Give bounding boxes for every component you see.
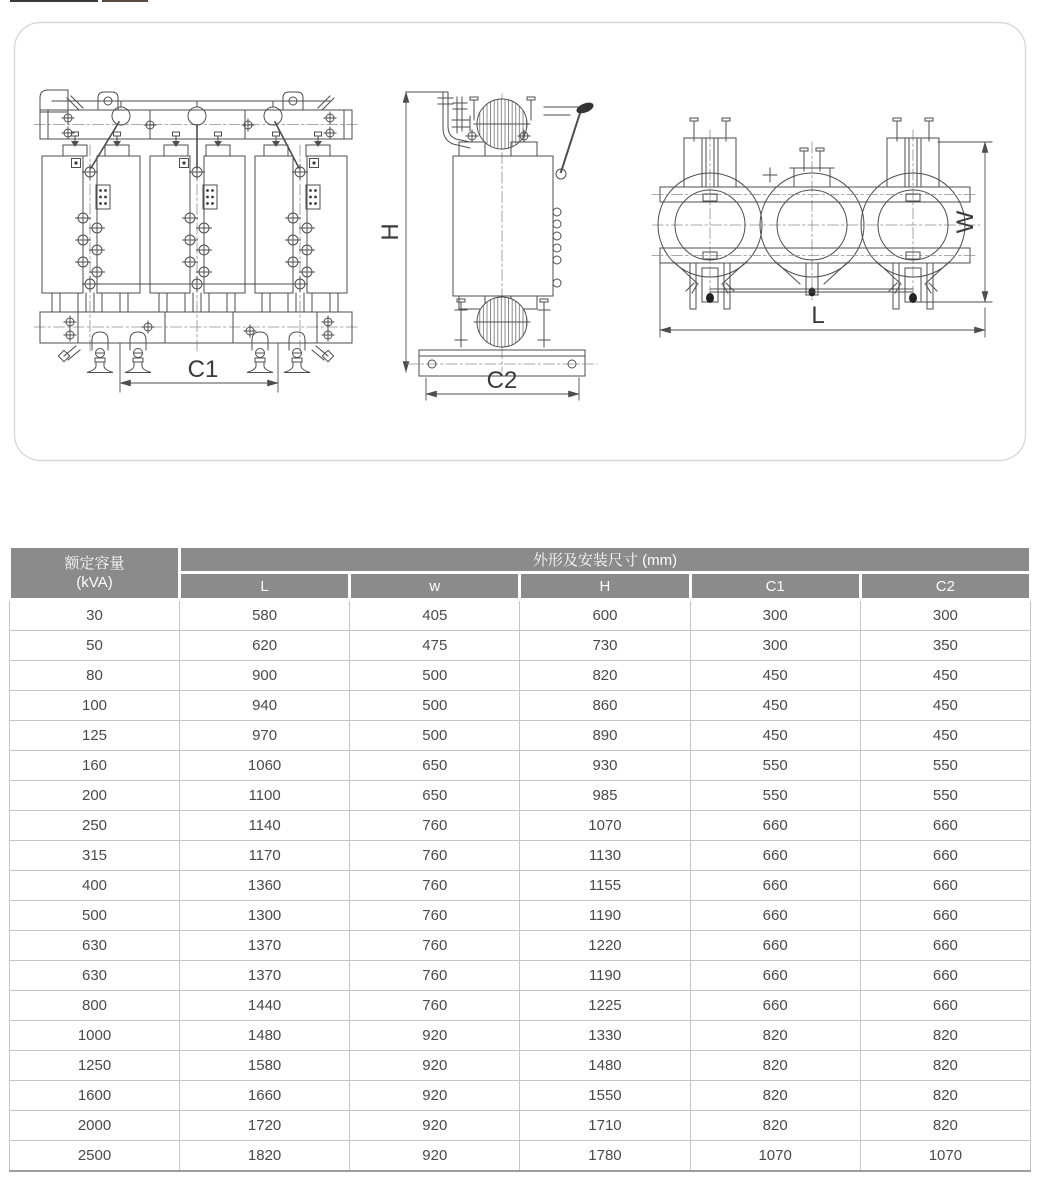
dimension-cell: 1220	[520, 931, 690, 961]
capacity-cell: 315	[10, 841, 180, 871]
dimension-cell: 660	[690, 871, 860, 901]
capacity-header	[10, 547, 180, 600]
dimension-cell: 1070	[860, 1141, 1030, 1172]
dimension-cell: 820	[860, 1111, 1030, 1141]
dimension-cell: 1330	[520, 1021, 690, 1051]
dimension-cell: 1190	[520, 961, 690, 991]
dimension-cell: 350	[860, 631, 1030, 661]
dim-label-c1: C1	[187, 356, 219, 383]
dimension-cell: 660	[860, 811, 1030, 841]
capacity-cell: 125	[10, 721, 180, 751]
dimension-cell: 970	[180, 721, 350, 751]
dimension-cell: 1130	[520, 841, 690, 871]
dimension-cell: 500	[350, 691, 520, 721]
dimension-cell: 450	[690, 691, 860, 721]
dimension-cell: 1480	[180, 1021, 350, 1051]
table-row	[10, 1111, 1031, 1141]
dimension-cell: 660	[690, 961, 860, 991]
dimension-cell: 660	[860, 841, 1030, 871]
dimension-cell: 650	[350, 781, 520, 811]
capacity-cell: 2000	[10, 1111, 180, 1141]
dimension-cell: 1660	[180, 1081, 350, 1111]
dimension-cell: 940	[180, 691, 350, 721]
capacity-cell: 630	[10, 931, 180, 961]
dimension-cell: 1480	[520, 1051, 690, 1081]
dimension-cell: 1100	[180, 781, 350, 811]
dimension-cell: 300	[860, 600, 1030, 631]
dimension-cell: 760	[350, 871, 520, 901]
dimension-cell: 450	[860, 661, 1030, 691]
dimension-cell: 450	[690, 721, 860, 751]
dimension-cell: 760	[350, 991, 520, 1021]
capacity-cell: 1000	[10, 1021, 180, 1051]
dimension-cell: 600	[520, 600, 690, 631]
dimension-cell: 1710	[520, 1111, 690, 1141]
table-row	[10, 661, 1031, 691]
drawing-panel-border	[15, 23, 1026, 461]
dimension-cell: 660	[860, 871, 1030, 901]
table-row	[10, 751, 1031, 781]
dimension-cell: 1780	[520, 1141, 690, 1172]
capacity-cell: 160	[10, 751, 180, 781]
dimension-cell: 550	[860, 751, 1030, 781]
table-row	[10, 1021, 1031, 1051]
table-row	[10, 811, 1031, 841]
table-row	[10, 721, 1031, 751]
dimension-cell: 985	[520, 781, 690, 811]
table-row	[10, 1081, 1031, 1111]
table-row	[10, 901, 1031, 931]
dimension-cell: 580	[180, 600, 350, 631]
column-header-h: H	[520, 573, 690, 600]
dimension-cell: 820	[860, 1051, 1030, 1081]
dimension-cell: 1360	[180, 871, 350, 901]
dimension-cell: 1300	[180, 901, 350, 931]
dim-label-c2: C2	[486, 367, 518, 394]
capacity-cell: 200	[10, 781, 180, 811]
dimension-cell: 820	[690, 1051, 860, 1081]
dimension-cell: 660	[690, 841, 860, 871]
table-row	[10, 1141, 1031, 1172]
table-body	[10, 600, 1031, 1172]
capacity-cell: 30	[10, 600, 180, 631]
dimension-cell: 660	[690, 811, 860, 841]
capacity-cell: 800	[10, 991, 180, 1021]
dimension-cell: 660	[860, 931, 1030, 961]
table-row	[10, 931, 1031, 961]
column-header-w: w	[350, 573, 520, 600]
dimension-cell: 300	[690, 631, 860, 661]
table-row	[10, 871, 1031, 901]
dimension-cell: 1070	[690, 1141, 860, 1172]
dimension-cell: 1820	[180, 1141, 350, 1172]
dimension-cell: 550	[690, 751, 860, 781]
dimension-cell: 860	[520, 691, 690, 721]
dimension-cell: 920	[350, 1141, 520, 1172]
capacity-cell: 80	[10, 661, 180, 691]
dimension-cell: 1370	[180, 931, 350, 961]
dimension-cell: 405	[350, 600, 520, 631]
dimension-cell: 1060	[180, 751, 350, 781]
dimension-cell: 450	[690, 661, 860, 691]
table-row	[10, 841, 1031, 871]
capacity-header-line1: 额定容量	[64, 554, 125, 572]
capacity-header-line2: (kVA)	[76, 574, 113, 591]
capacity-cell: 2500	[10, 1141, 180, 1172]
dimension-cell: 760	[350, 841, 520, 871]
dimension-cell: 820	[690, 1111, 860, 1141]
dimension-cell: 1580	[180, 1051, 350, 1081]
dimension-cell: 820	[690, 1081, 860, 1111]
dimension-cell: 920	[350, 1111, 520, 1141]
dimension-cell: 730	[520, 631, 690, 661]
dimension-cell: 1370	[180, 961, 350, 991]
table-row	[10, 961, 1031, 991]
dimension-cell: 1140	[180, 811, 350, 841]
dimension-cell: 1225	[520, 991, 690, 1021]
dimension-cell: 500	[350, 661, 520, 691]
dim-label-h: H	[377, 223, 404, 241]
dimension-cell: 660	[860, 901, 1030, 931]
technical-drawing-panel	[0, 0, 1040, 470]
table-row	[10, 781, 1031, 811]
dimension-cell: 660	[860, 961, 1030, 991]
dimension-cell: 920	[350, 1021, 520, 1051]
dimension-cell: 760	[350, 811, 520, 841]
capacity-cell: 100	[10, 691, 180, 721]
dimension-cell: 1070	[520, 811, 690, 841]
dimension-cell: 820	[860, 1081, 1030, 1111]
dimension-cell: 660	[690, 901, 860, 931]
dimension-cell: 820	[690, 1021, 860, 1051]
capacity-cell: 50	[10, 631, 180, 661]
dimension-cell: 760	[350, 961, 520, 991]
dim-label-w: W	[952, 210, 979, 234]
dimension-cell: 450	[860, 691, 1030, 721]
dimension-cell: 1550	[520, 1081, 690, 1111]
table-row	[10, 631, 1031, 661]
table-row	[10, 600, 1031, 631]
dimension-cell: 660	[860, 991, 1030, 1021]
table-row	[10, 991, 1031, 1021]
column-header-c2: C2	[860, 573, 1030, 600]
capacity-cell: 250	[10, 811, 180, 841]
dimension-cell: 920	[350, 1081, 520, 1111]
dim-label-l: L	[811, 302, 825, 329]
dimension-cell: 820	[860, 1021, 1030, 1051]
dimension-cell: 760	[350, 901, 520, 931]
dimension-cell: 1170	[180, 841, 350, 871]
dimension-cell: 450	[860, 721, 1030, 751]
dimension-cell: 550	[860, 781, 1030, 811]
dimension-cell: 890	[520, 721, 690, 751]
capacity-cell: 1600	[10, 1081, 180, 1111]
dimension-cell: 300	[690, 600, 860, 631]
dimension-cell: 1720	[180, 1111, 350, 1141]
dimension-cell: 650	[350, 751, 520, 781]
dimension-cell: 920	[350, 1051, 520, 1081]
dimension-cell: 820	[520, 661, 690, 691]
column-header-l: L	[180, 573, 350, 600]
capacity-cell: 400	[10, 871, 180, 901]
dimension-cell: 1155	[520, 871, 690, 901]
dimension-cell: 620	[180, 631, 350, 661]
dimension-cell: 760	[350, 931, 520, 961]
dimension-cell: 660	[690, 991, 860, 1021]
table-row	[10, 1051, 1031, 1081]
dimension-cell: 660	[690, 931, 860, 961]
dimensions-group-header: 外形及安装尺寸 (mm)	[180, 547, 1031, 573]
dimension-cell: 930	[520, 751, 690, 781]
column-header-c1: C1	[690, 573, 860, 600]
dimension-table	[8, 545, 1032, 1172]
dimension-cell: 550	[690, 781, 860, 811]
capacity-cell: 500	[10, 901, 180, 931]
capacity-cell: 1250	[10, 1051, 180, 1081]
capacity-cell: 630	[10, 961, 180, 991]
table-row	[10, 691, 1031, 721]
dimension-cell: 475	[350, 631, 520, 661]
dimension-cell: 1440	[180, 991, 350, 1021]
dimension-cell: 500	[350, 721, 520, 751]
dimension-cell: 900	[180, 661, 350, 691]
dimension-cell: 1190	[520, 901, 690, 931]
